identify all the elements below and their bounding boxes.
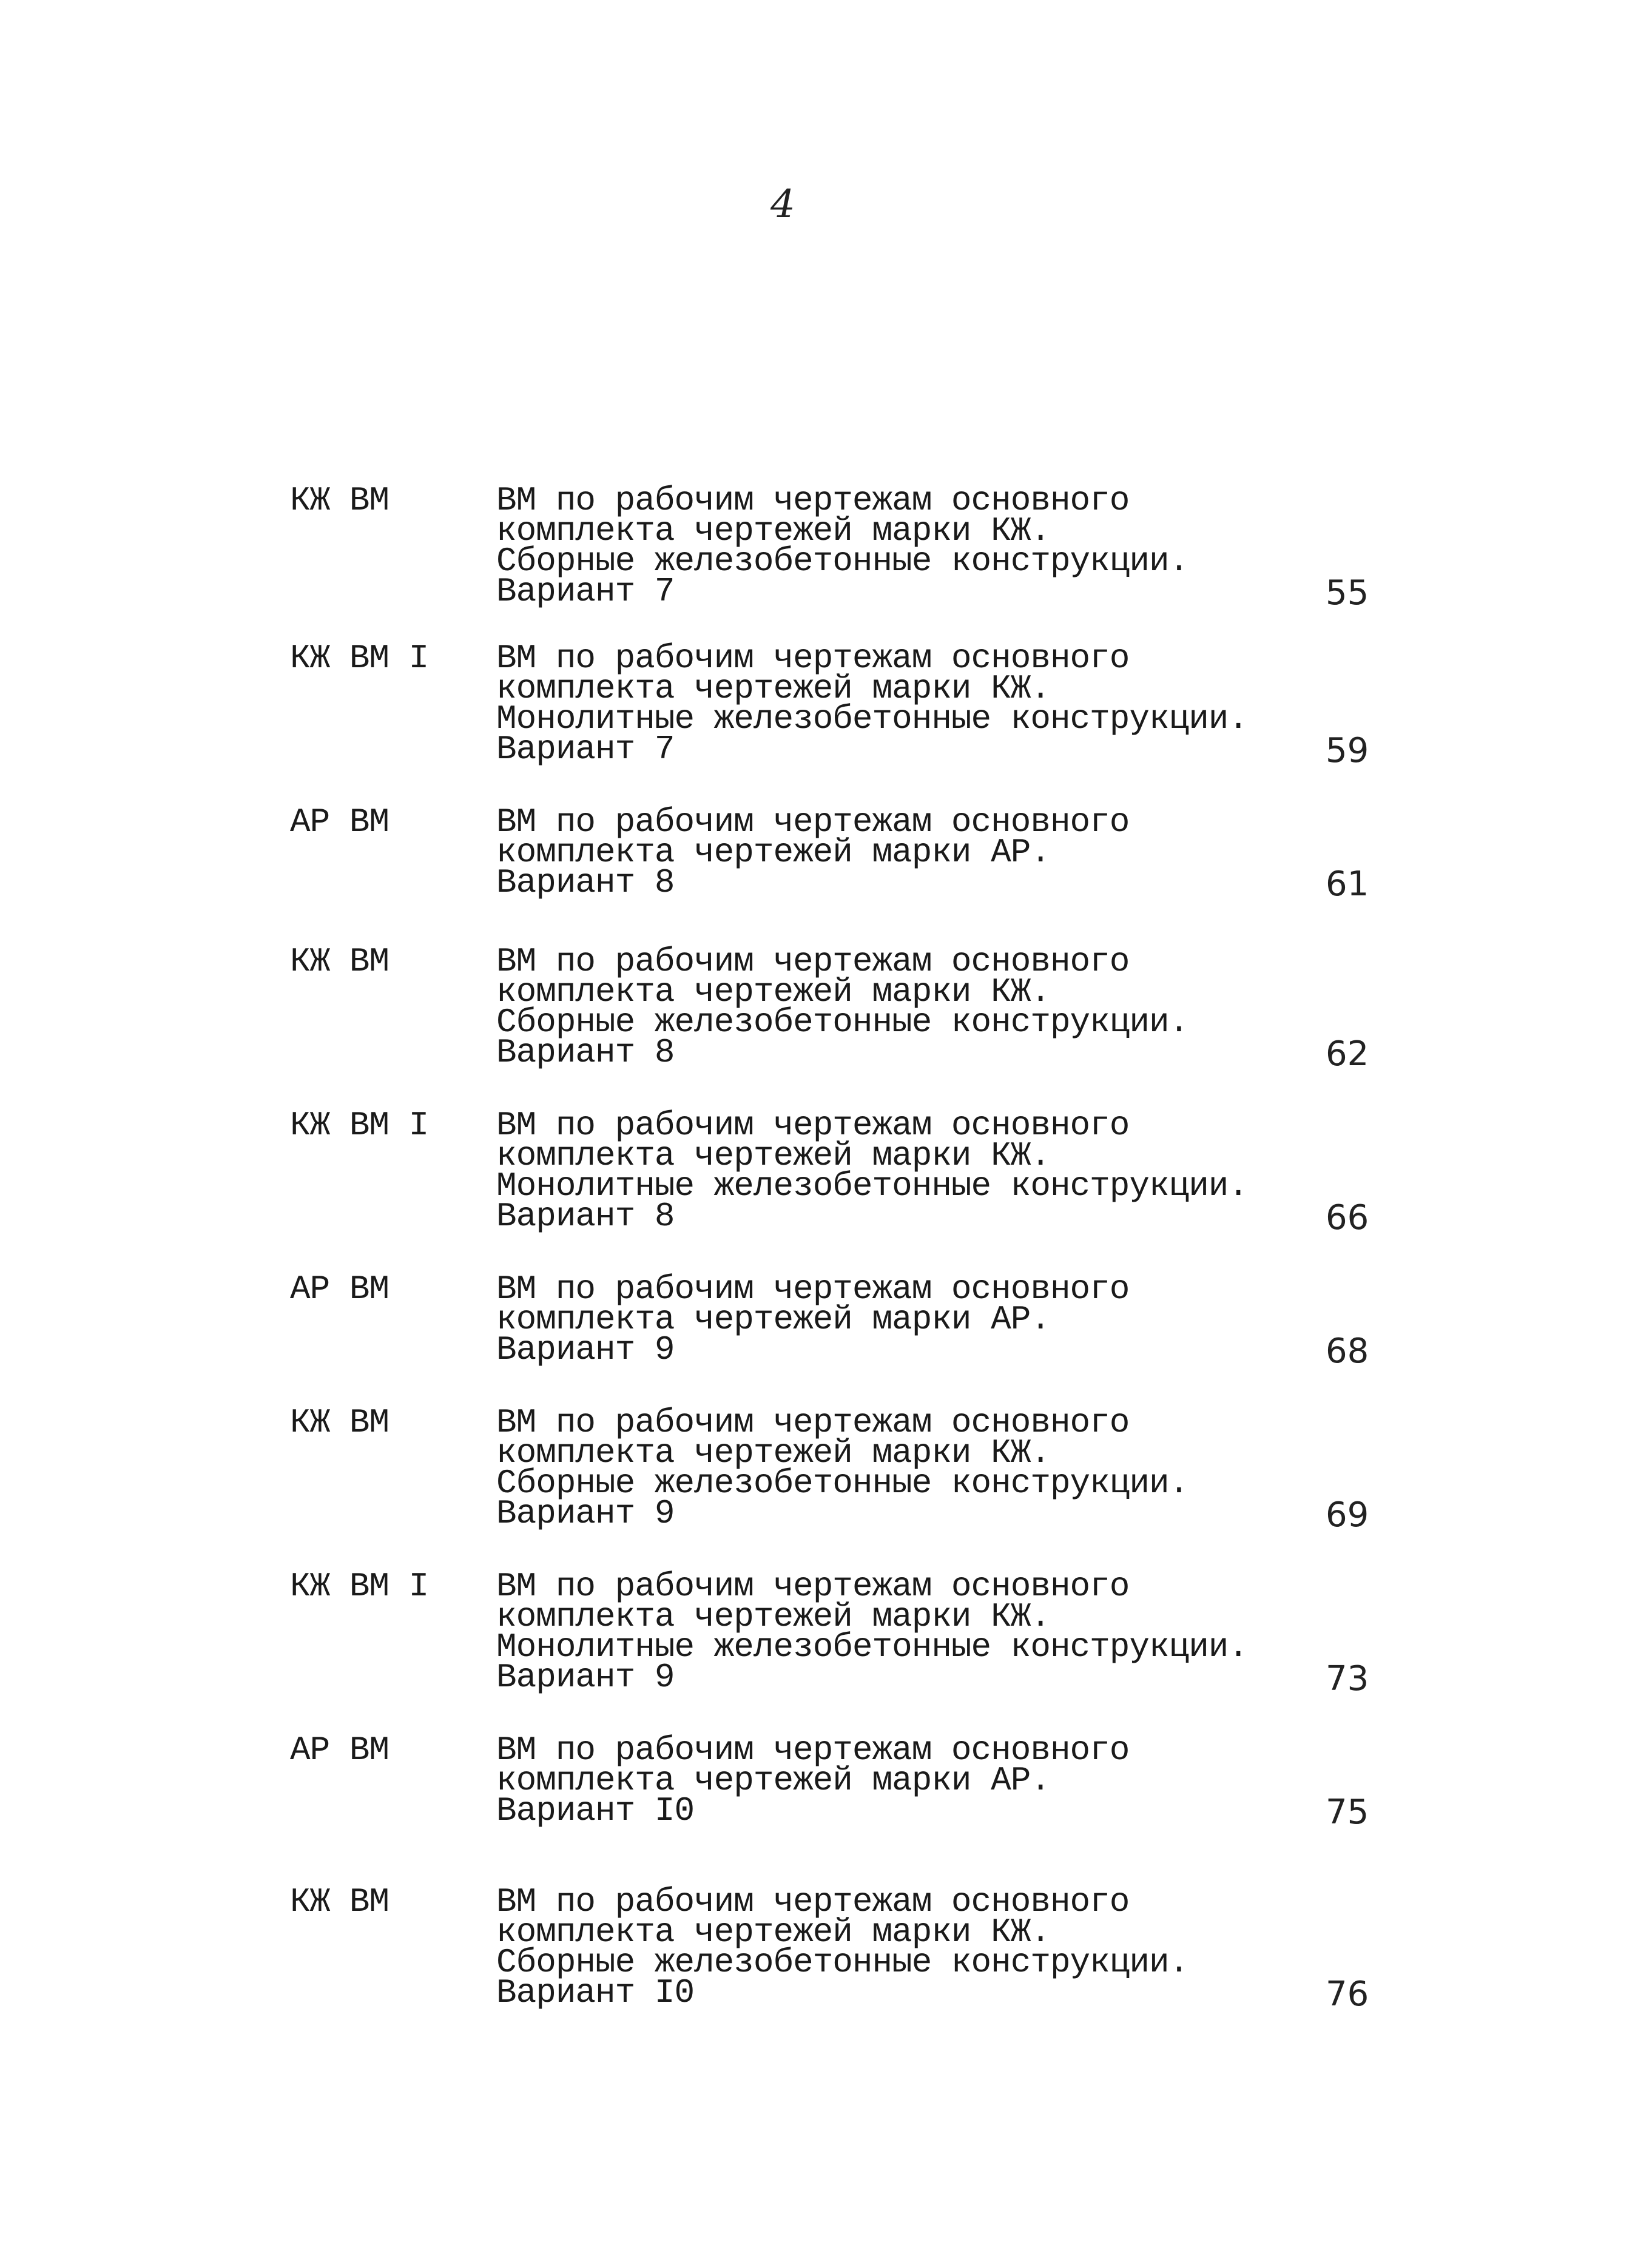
entry-description-line: комплекта чертежей марки КЖ. xyxy=(496,511,1050,550)
entry-description-line: Вариант 9 xyxy=(496,1494,675,1533)
entry-page-number: 76 xyxy=(1326,1975,1369,2014)
entry-description xyxy=(496,803,1130,902)
entry-page-number: 69 xyxy=(1326,1495,1369,1535)
page-number: 4 xyxy=(770,182,795,227)
entry-description xyxy=(496,1882,1189,2012)
entry-description-line: ВМ по рабочим чертежам основного xyxy=(496,1567,1130,1606)
entry-page-number: 73 xyxy=(1326,1659,1369,1698)
entry-description-line: комплекта чертежей марки АР. xyxy=(496,1761,1050,1800)
entry-description-line: Монолитные железобетонные конструкции. xyxy=(496,1167,1249,1205)
entry-description xyxy=(496,481,1189,611)
entry-description-line: Вариант 8 xyxy=(496,863,675,902)
entry-description xyxy=(496,1270,1130,1369)
entry-description-line: ВМ по рабочим чертежам основного xyxy=(496,803,1130,841)
entry-code: КЖ ВМ I xyxy=(290,1567,429,1606)
entry-description-line: комплекта чертежей марки КЖ. xyxy=(496,972,1050,1011)
entry-description-line: Сборные железобетонные конструкции. xyxy=(496,1003,1189,1042)
entry-description-line: ВМ по рабочим чертежам основного xyxy=(496,1270,1130,1308)
entry-code: КЖ ВМ I xyxy=(290,639,429,678)
entry-description-line: Сборные железобетонные конструкции. xyxy=(496,542,1189,581)
entry-description-line: ВМ по рабочим чертежам основного xyxy=(496,481,1130,520)
entry-code: КЖ ВМ xyxy=(290,1403,389,1442)
entry-page-number: 68 xyxy=(1326,1331,1369,1371)
entry-description-line: комплекта чертежей марки КЖ. xyxy=(496,1597,1050,1636)
entry-description xyxy=(496,1567,1249,1697)
entry-description-line: ВМ по рабочим чертежам основного xyxy=(496,942,1130,981)
entry-page-number: 59 xyxy=(1326,731,1369,770)
entry-description-line: Сборные железобетонные конструкции. xyxy=(496,1464,1189,1503)
entry-page-number: 66 xyxy=(1326,1198,1369,1237)
entry-description-line: комплекта чертежей марки КЖ. xyxy=(496,1913,1050,1951)
entry-description-line: Сборные железобетонные конструкции. xyxy=(496,1943,1189,1982)
entry-code: АР ВМ xyxy=(290,1731,389,1769)
entry-description-line: ВМ по рабочим чертежам основного xyxy=(496,1403,1130,1442)
entry-page-number: 55 xyxy=(1326,573,1369,613)
entry-description-line: Монолитные железобетонные конструкции. xyxy=(496,1628,1249,1666)
entry-description-line: комплекта чертежей марки АР. xyxy=(496,833,1050,872)
entry-description xyxy=(496,639,1249,769)
entry-description xyxy=(496,942,1189,1072)
entry-code: КЖ ВМ xyxy=(290,942,389,981)
entry-code: КЖ ВМ xyxy=(290,481,389,520)
entry-code: КЖ ВМ xyxy=(290,1882,389,1921)
entry-description-line: Вариант 7 xyxy=(496,572,675,611)
entry-description-line: ВМ по рабочим чертежам основного xyxy=(496,639,1130,678)
entry-description xyxy=(496,1106,1249,1236)
entry-description-line: Вариант 9 xyxy=(496,1658,675,1697)
entry-description-line: ВМ по рабочим чертежам основного xyxy=(496,1882,1130,1921)
entry-description xyxy=(496,1731,1130,1830)
entry-code: АР ВМ xyxy=(290,803,389,841)
entry-page-number: 61 xyxy=(1326,864,1369,904)
entry-description-line: комплекта чертежей марки КЖ. xyxy=(496,669,1050,708)
entry-description-line: комплекта чертежей марки КЖ. xyxy=(496,1433,1050,1472)
entry-description xyxy=(496,1403,1189,1533)
entry-description-line: комплекта чертежей марки АР. xyxy=(496,1300,1050,1339)
entry-description-line: Вариант 8 xyxy=(496,1197,675,1236)
entry-description-line: Вариант 9 xyxy=(496,1330,675,1369)
entry-description-line: Вариант I0 xyxy=(496,1973,695,2012)
entry-description-line: Вариант I0 xyxy=(496,1791,695,1830)
entry-description-line: Монолитные железобетонные конструкции. xyxy=(496,699,1249,738)
entry-page-number: 62 xyxy=(1326,1034,1369,1074)
entry-description-line: Вариант 7 xyxy=(496,730,675,769)
entry-description-line: ВМ по рабочим чертежам основного xyxy=(496,1731,1130,1769)
entry-page-number: 75 xyxy=(1326,1793,1369,1832)
entry-code: АР ВМ xyxy=(290,1270,389,1308)
entry-description-line: Вариант 8 xyxy=(496,1033,675,1072)
entry-description-line: комплекта чертежей марки КЖ. xyxy=(496,1136,1050,1175)
entry-description-line: ВМ по рабочим чертежам основного xyxy=(496,1106,1130,1145)
entry-code: КЖ ВМ I xyxy=(290,1106,429,1145)
